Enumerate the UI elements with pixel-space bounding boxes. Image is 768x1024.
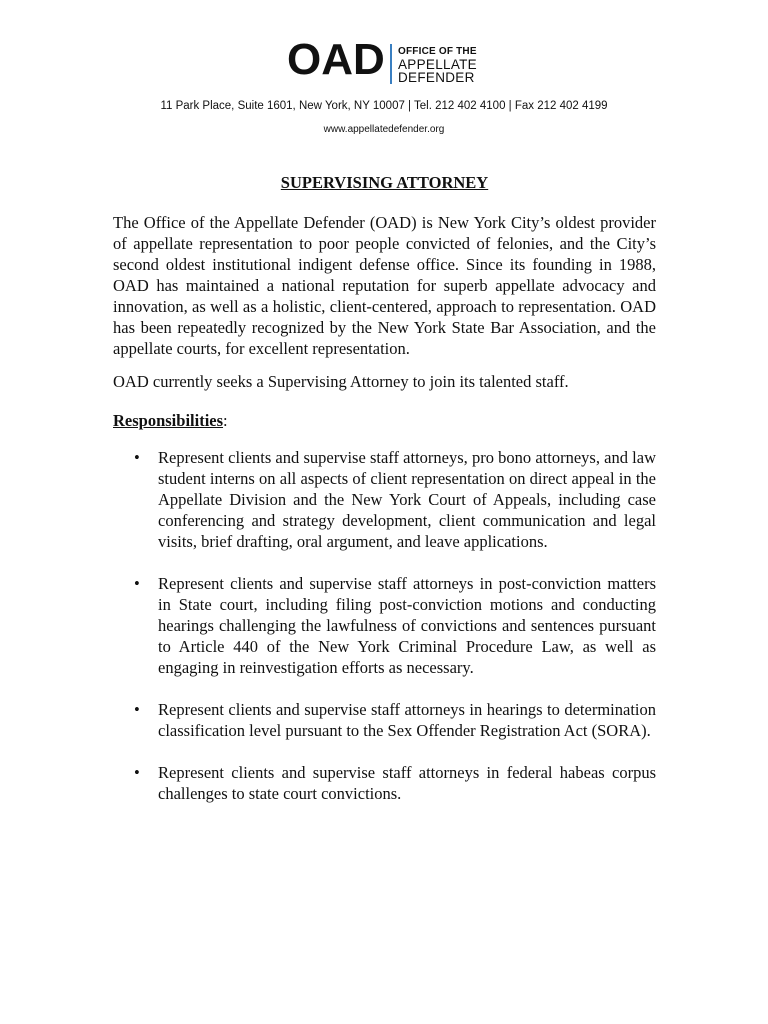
bullet-icon: • xyxy=(134,574,140,593)
contact-address: 11 Park Place, Suite 1601, New York, NY 10007 | Tel. 212 402 4100 | Fax 212 402 4199 xyxy=(160,100,608,112)
list-item xyxy=(113,573,656,678)
document-title: SUPERVISING ATTORNEY xyxy=(280,173,489,192)
list-item-text: Represent clients and supervise staff attorneys in post-conviction matters in State court, including filing post-conviction motions and conducting hearings challenging the lawfulness of convictions and sentences pursuant to Article 440 of the New York Criminal Procedure Law, as well as engaging in reinvestigation efforts as necessary. xyxy=(158,574,656,677)
logo-divider-bar xyxy=(390,44,392,84)
responsibilities-heading xyxy=(113,410,656,431)
seeking-paragraph: OAD currently seeks a Supervising Attorney to join its talented staff. xyxy=(113,372,569,391)
bullet-icon: • xyxy=(134,700,140,719)
intro-paragraph: The Office of the Appellate Defender (OAD) is New York City’s oldest provider of appellate representation to poor people convicted of felonies, and the City’s second oldest institutional indigent defense office. Since its founding in 1988, OAD has maintained a national reputation for superb appellate advocacy and innovation, as well as a holistic, client-centered, approach to representation. OAD has been repeatedly recognized by the New York State Bar Association, and the appellate courts, for excellent representation. xyxy=(113,213,656,358)
list-item-text: Represent clients and supervise staff attorneys in federal habeas corpus challenges to state court convictions. xyxy=(158,763,656,803)
list-item-text: Represent clients and supervise staff attorneys, pro bono attorneys, and law student interns on all aspects of client representation on direct appeal in the Appellate Division and the New York Court of Appeals, including case conferencing and strategy development, client communication and legal visits, brief drafting, oral argument, and leave applications. xyxy=(158,448,656,551)
responsibilities-heading-label: Responsibilities xyxy=(113,411,224,430)
bullet-icon: • xyxy=(134,448,140,467)
responsibilities-heading-colon: : xyxy=(223,411,228,430)
document-body xyxy=(113,172,656,825)
logo-line-2: APPELLATE xyxy=(398,57,477,72)
bullet-icon: • xyxy=(134,763,140,782)
logo-line-3: DEFENDER xyxy=(398,70,475,85)
logo-line-1: OFFICE OF THE xyxy=(398,46,477,57)
list-item xyxy=(113,699,656,741)
list-item xyxy=(113,447,656,552)
website-link[interactable]: www.appellatedefender.org xyxy=(323,124,445,135)
responsibilities-list xyxy=(113,447,656,804)
oad-logo xyxy=(287,35,487,88)
logo-mark: OAD xyxy=(287,35,385,84)
list-item xyxy=(113,762,656,804)
list-item-text: Represent clients and supervise staff attorneys in hearings to determination classification level pursuant to the Sex Offender Registration Act (SORA). xyxy=(158,700,656,740)
logo-text xyxy=(398,45,477,84)
